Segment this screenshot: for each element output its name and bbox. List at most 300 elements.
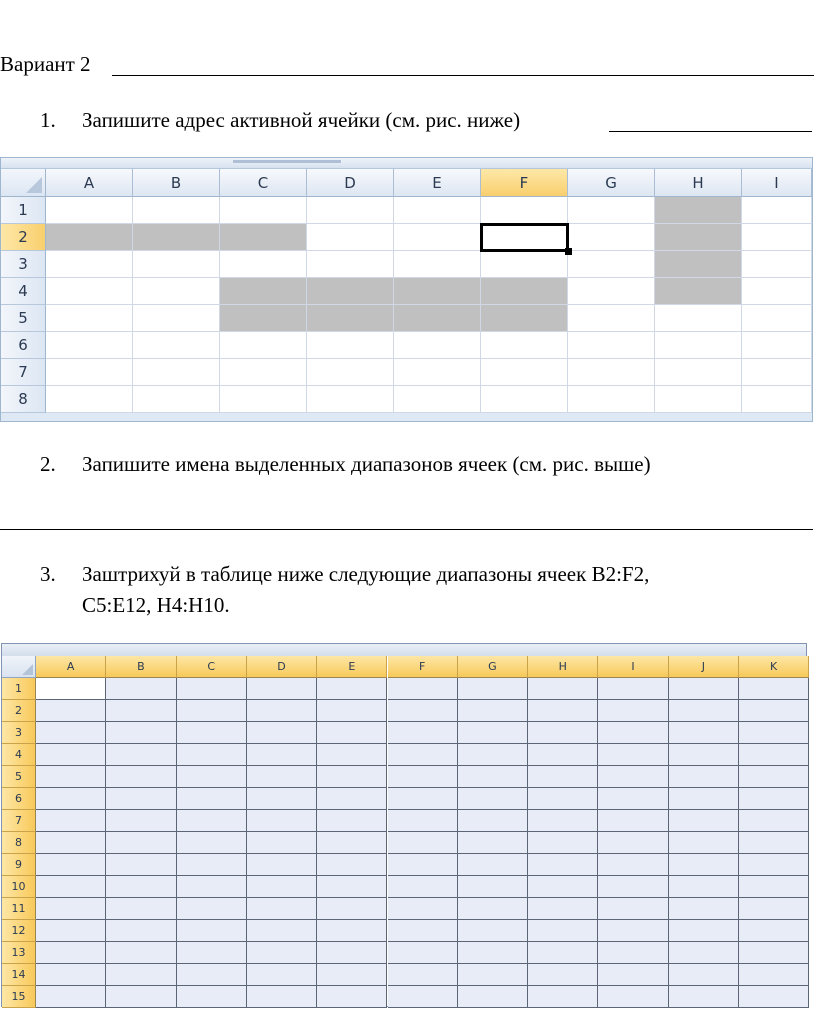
sheet2-cell-c13[interactable] <box>177 942 247 964</box>
sheet2-cell-i5[interactable] <box>598 766 668 788</box>
sheet2-cell-b13[interactable] <box>106 942 176 964</box>
sheet1-cell-f7[interactable] <box>481 359 568 386</box>
sheet1-col-header-i[interactable]: I <box>742 169 812 197</box>
sheet2-col-header-i[interactable]: I <box>598 656 668 678</box>
sheet1-cell-b8[interactable] <box>133 386 220 413</box>
sheet2-cell-h11[interactable] <box>528 898 598 920</box>
sheet1-cell-g2[interactable] <box>568 224 655 251</box>
sheet1-cell-i3[interactable] <box>742 251 812 278</box>
sheet2-cell-g3[interactable] <box>458 722 528 744</box>
sheet1-cell-c4[interactable] <box>220 278 307 305</box>
sheet1-col-header-a[interactable]: A <box>46 169 133 197</box>
sheet2-cell-g9[interactable] <box>458 854 528 876</box>
sheet2-cell-h9[interactable] <box>528 854 598 876</box>
sheet2-cell-b1[interactable] <box>106 678 176 700</box>
sheet2-cell-h2[interactable] <box>528 700 598 722</box>
sheet2-cell-h7[interactable] <box>528 810 598 832</box>
sheet2-cell-k10[interactable] <box>739 876 809 898</box>
sheet1-tab-hint <box>233 160 341 163</box>
sheet2-cell-a6[interactable] <box>36 788 106 810</box>
sheet1-cell-a2[interactable] <box>46 224 133 251</box>
sheet1-cell-d6[interactable] <box>307 332 394 359</box>
sheet2-cell-j3[interactable] <box>669 722 739 744</box>
sheet1-col-header-g[interactable]: G <box>568 169 655 197</box>
sheet2-cell-k13[interactable] <box>739 942 809 964</box>
sheet2-cell-c8[interactable] <box>177 832 247 854</box>
sheet2-cell-d11[interactable] <box>247 898 317 920</box>
sheet2-cell-j7[interactable] <box>669 810 739 832</box>
sheet2-cell-b14[interactable] <box>106 964 176 986</box>
sheet2-cell-f8[interactable] <box>388 832 458 854</box>
sheet2-col-header-h[interactable]: H <box>528 656 598 678</box>
sheet2-cell-b5[interactable] <box>106 766 176 788</box>
sheet2-cell-c5[interactable] <box>177 766 247 788</box>
sheet2-cell-k12[interactable] <box>739 920 809 942</box>
sheet2-cell-e7[interactable] <box>317 810 387 832</box>
sheet2-cell-f6[interactable] <box>388 788 458 810</box>
sheet2-cell-e6[interactable] <box>317 788 387 810</box>
sheet2-col-header-k[interactable]: K <box>739 656 809 678</box>
sheet2-cell-i12[interactable] <box>598 920 668 942</box>
sheet1-cell-e1[interactable] <box>394 197 481 224</box>
sheet2-row-header-3[interactable]: 3 <box>2 722 36 744</box>
sheet2-cell-g7[interactable] <box>458 810 528 832</box>
sheet2-cell-f10[interactable] <box>388 876 458 898</box>
sheet2-cell-k6[interactable] <box>739 788 809 810</box>
sheet1-cell-i2[interactable] <box>742 224 812 251</box>
sheet2-cell-j9[interactable] <box>669 854 739 876</box>
sheet2-cell-i13[interactable] <box>598 942 668 964</box>
sheet2-cell-k11[interactable] <box>739 898 809 920</box>
sheet1-cell-a4[interactable] <box>46 278 133 305</box>
sheet2-select-all-corner[interactable] <box>2 656 36 678</box>
sheet1-cell-h3[interactable] <box>655 251 742 278</box>
sheet2-row-header-15[interactable]: 15 <box>2 986 36 1008</box>
sheet2-cell-e3[interactable] <box>317 722 387 744</box>
sheet1-cell-c8[interactable] <box>220 386 307 413</box>
sheet2-cell-g15[interactable] <box>458 986 528 1008</box>
sheet1-cell-g1[interactable] <box>568 197 655 224</box>
sheet1-cell-f1[interactable] <box>481 197 568 224</box>
task-2-answer-line <box>0 529 813 530</box>
sheet2-cell-a15[interactable] <box>36 986 106 1008</box>
sheet1-col-header-f[interactable]: F <box>481 169 568 197</box>
sheet2-cell-g14[interactable] <box>458 964 528 986</box>
sheet1-cell-c5[interactable] <box>220 305 307 332</box>
sheet2-cell-f11[interactable] <box>388 898 458 920</box>
sheet2-cell-k9[interactable] <box>739 854 809 876</box>
variant-label: Вариант 2 <box>0 52 91 76</box>
sheet1-cell-g7[interactable] <box>568 359 655 386</box>
sheet2-cell-e13[interactable] <box>317 942 387 964</box>
sheet2-cell-h12[interactable] <box>528 920 598 942</box>
sheet2-cell-j10[interactable] <box>669 876 739 898</box>
sheet1-cell-i5[interactable] <box>742 305 812 332</box>
sheet2-cell-d3[interactable] <box>247 722 317 744</box>
sheet2-cell-j14[interactable] <box>669 964 739 986</box>
sheet1-cell-g4[interactable] <box>568 278 655 305</box>
sheet2-cell-c14[interactable] <box>177 964 247 986</box>
sheet2-cell-g4[interactable] <box>458 744 528 766</box>
sheet2-cell-a5[interactable] <box>36 766 106 788</box>
sheet1-cell-g6[interactable] <box>568 332 655 359</box>
sheet2-cell-h15[interactable] <box>528 986 598 1008</box>
sheet2-row-header-11[interactable]: 11 <box>2 898 36 920</box>
sheet1-cell-d4[interactable] <box>307 278 394 305</box>
sheet2-cell-d6[interactable] <box>247 788 317 810</box>
sheet1-cell-d5[interactable] <box>307 305 394 332</box>
sheet2-row-header-1[interactable]: 1 <box>2 678 36 700</box>
sheet2-cell-f7[interactable] <box>388 810 458 832</box>
sheet2-cell-i10[interactable] <box>598 876 668 898</box>
sheet2-cell-e15[interactable] <box>317 986 387 1008</box>
sheet1-cell-d3[interactable] <box>307 251 394 278</box>
sheet1-cell-e8[interactable] <box>394 386 481 413</box>
sheet1-cell-h2[interactable] <box>655 224 742 251</box>
sheet2-cell-i9[interactable] <box>598 854 668 876</box>
sheet2-cell-d7[interactable] <box>247 810 317 832</box>
sheet2-cell-a14[interactable] <box>36 964 106 986</box>
sheet2-cell-d4[interactable] <box>247 744 317 766</box>
sheet1-cell-a7[interactable] <box>46 359 133 386</box>
sheet1-cell-e6[interactable] <box>394 332 481 359</box>
sheet1-col-header-h[interactable]: H <box>655 169 742 197</box>
sheet1-cell-f3[interactable] <box>481 251 568 278</box>
sheet2-cell-a2[interactable] <box>36 700 106 722</box>
sheet2-cell-h4[interactable] <box>528 744 598 766</box>
sheet1-cell-c6[interactable] <box>220 332 307 359</box>
sheet1-cell-b3[interactable] <box>133 251 220 278</box>
sheet1-cell-f8[interactable] <box>481 386 568 413</box>
sheet2-cell-a13[interactable] <box>36 942 106 964</box>
sheet1-cell-a6[interactable] <box>46 332 133 359</box>
sheet2-col-header-d[interactable]: D <box>247 656 317 678</box>
sheet2-cell-f5[interactable] <box>388 766 458 788</box>
sheet1-row-header-1[interactable]: 1 <box>1 197 46 224</box>
sheet1-row-header-2[interactable]: 2 <box>1 224 46 251</box>
sheet2-cell-d2[interactable] <box>247 700 317 722</box>
sheet2-cell-f2[interactable] <box>388 700 458 722</box>
sheet2-cell-g11[interactable] <box>458 898 528 920</box>
sheet1-cell-c1[interactable] <box>220 197 307 224</box>
sheet2-cell-j8[interactable] <box>669 832 739 854</box>
sheet2-cell-i8[interactable] <box>598 832 668 854</box>
sheet2-cell-i11[interactable] <box>598 898 668 920</box>
sheet2-cell-j13[interactable] <box>669 942 739 964</box>
sheet1-cell-c7[interactable] <box>220 359 307 386</box>
sheet1-col-header-d[interactable]: D <box>307 169 394 197</box>
sheet2-cell-j6[interactable] <box>669 788 739 810</box>
sheet2-cell-i2[interactable] <box>598 700 668 722</box>
sheet2-cell-c12[interactable] <box>177 920 247 942</box>
sheet2-cell-d12[interactable] <box>247 920 317 942</box>
sheet2-cell-f14[interactable] <box>388 964 458 986</box>
sheet2-cell-k1[interactable] <box>739 678 809 700</box>
sheet1-cell-i1[interactable] <box>742 197 812 224</box>
sheet2-row-header-8[interactable]: 8 <box>2 832 36 854</box>
sheet2-top-band <box>2 644 806 656</box>
sheet2-cell-g1[interactable] <box>458 678 528 700</box>
sheet2-cell-b2[interactable] <box>106 700 176 722</box>
sheet1-cell-h4[interactable] <box>655 278 742 305</box>
sheet2-cell-g12[interactable] <box>458 920 528 942</box>
sheet2-cell-k15[interactable] <box>739 986 809 1008</box>
sheet1-cell-b5[interactable] <box>133 305 220 332</box>
sheet2-cell-a4[interactable] <box>36 744 106 766</box>
sheet1-cell-f6[interactable] <box>481 332 568 359</box>
sheet1-cell-d8[interactable] <box>307 386 394 413</box>
sheet2-cell-g6[interactable] <box>458 788 528 810</box>
sheet2-cell-e4[interactable] <box>317 744 387 766</box>
sheet2-cell-b7[interactable] <box>106 810 176 832</box>
sheet1-cell-a3[interactable] <box>46 251 133 278</box>
sheet1-cell-e7[interactable] <box>394 359 481 386</box>
sheet2-cell-e12[interactable] <box>317 920 387 942</box>
sheet2-cell-b9[interactable] <box>106 854 176 876</box>
sheet2-col-header-e[interactable]: E <box>317 656 387 678</box>
sheet1-cell-h5[interactable] <box>655 305 742 332</box>
sheet1-fill-handle[interactable] <box>565 248 572 255</box>
sheet2-cell-k14[interactable] <box>739 964 809 986</box>
sheet1-cell-i4[interactable] <box>742 278 812 305</box>
sheet2-cell-d14[interactable] <box>247 964 317 986</box>
sheet2-cell-g8[interactable] <box>458 832 528 854</box>
sheet1-cell-c3[interactable] <box>220 251 307 278</box>
sheet2-cell-d5[interactable] <box>247 766 317 788</box>
sheet2-cell-d8[interactable] <box>247 832 317 854</box>
sheet2-cell-i4[interactable] <box>598 744 668 766</box>
sheet2-cell-h6[interactable] <box>528 788 598 810</box>
sheet2-col-header-f[interactable]: F <box>388 656 458 678</box>
sheet1-top-band <box>1 158 812 169</box>
sheet1-cell-a5[interactable] <box>46 305 133 332</box>
sheet2-row-header-14[interactable]: 14 <box>2 964 36 986</box>
sheet2-cell-i7[interactable] <box>598 810 668 832</box>
sheet2-row-header-2[interactable]: 2 <box>2 700 36 722</box>
sheet2-cell-b8[interactable] <box>106 832 176 854</box>
sheet1-cell-e2[interactable] <box>394 224 481 251</box>
sheet1-cell-h1[interactable] <box>655 197 742 224</box>
variant-answer-line <box>112 75 814 76</box>
sheet1-active-cell-outline[interactable] <box>480 223 569 252</box>
sheet2-cell-c6[interactable] <box>177 788 247 810</box>
sheet2-cell-h13[interactable] <box>528 942 598 964</box>
task-2-number: 2. <box>40 452 56 476</box>
sheet2-cell-h10[interactable] <box>528 876 598 898</box>
sheet2-cell-h1[interactable] <box>528 678 598 700</box>
sheet1-cell-g3[interactable] <box>568 251 655 278</box>
sheet1-cell-d7[interactable] <box>307 359 394 386</box>
sheet2-row-header-13[interactable]: 13 <box>2 942 36 964</box>
sheet1-cell-i8[interactable] <box>742 386 812 413</box>
sheet2-row-header-9[interactable]: 9 <box>2 854 36 876</box>
sheet2-cell-e9[interactable] <box>317 854 387 876</box>
sheet2-cell-i6[interactable] <box>598 788 668 810</box>
sheet2-cell-e10[interactable] <box>317 876 387 898</box>
sheet2-cell-f3[interactable] <box>388 722 458 744</box>
sheet1-cell-b4[interactable] <box>133 278 220 305</box>
sheet2-cell-i1[interactable] <box>598 678 668 700</box>
sheet2-cell-j4[interactable] <box>669 744 739 766</box>
sheet2-cell-h3[interactable] <box>528 722 598 744</box>
sheet1-cell-h6[interactable] <box>655 332 742 359</box>
sheet2-cell-b11[interactable] <box>106 898 176 920</box>
sheet2-cell-g10[interactable] <box>458 876 528 898</box>
sheet2-col-header-j[interactable]: J <box>669 656 739 678</box>
sheet2-row-header-4[interactable]: 4 <box>2 744 36 766</box>
sheet2-cell-c9[interactable] <box>177 854 247 876</box>
sheet2-cell-c1[interactable] <box>177 678 247 700</box>
sheet2-cell-g2[interactable] <box>458 700 528 722</box>
sheet2-cell-e1[interactable] <box>317 678 387 700</box>
sheet2-row-header-12[interactable]: 12 <box>2 920 36 942</box>
sheet2-col-header-g[interactable]: G <box>458 656 528 678</box>
sheet2-row-header-10[interactable]: 10 <box>2 876 36 898</box>
sheet2-cell-a7[interactable] <box>36 810 106 832</box>
sheet2-cell-a3[interactable] <box>36 722 106 744</box>
sheet1-cell-e4[interactable] <box>394 278 481 305</box>
sheet2-row-header-6[interactable]: 6 <box>2 788 36 810</box>
spreadsheet-figure-1 <box>0 157 813 422</box>
select-all-triangle-icon <box>22 664 33 675</box>
sheet2-cell-j15[interactable] <box>669 986 739 1008</box>
sheet2-cell-b15[interactable] <box>106 986 176 1008</box>
sheet1-row-header-6[interactable]: 6 <box>1 332 46 359</box>
sheet2-cell-d9[interactable] <box>247 854 317 876</box>
sheet1-select-all-corner[interactable] <box>1 169 46 197</box>
sheet2-cell-c7[interactable] <box>177 810 247 832</box>
sheet2-cell-b12[interactable] <box>106 920 176 942</box>
sheet2-cell-a1[interactable] <box>36 678 106 700</box>
sheet2-cell-k5[interactable] <box>739 766 809 788</box>
sheet1-cell-b7[interactable] <box>133 359 220 386</box>
sheet2-cell-a8[interactable] <box>36 832 106 854</box>
sheet2-cell-e2[interactable] <box>317 700 387 722</box>
sheet1-col-header-e[interactable]: E <box>394 169 481 197</box>
sheet1-cell-d1[interactable] <box>307 197 394 224</box>
sheet2-row-header-5[interactable]: 5 <box>2 766 36 788</box>
task-1-answer-line <box>609 131 812 132</box>
sheet1-cell-d2[interactable] <box>307 224 394 251</box>
sheet2-cell-f1[interactable] <box>388 678 458 700</box>
sheet2-cell-a10[interactable] <box>36 876 106 898</box>
sheet1-row-header-4[interactable]: 4 <box>1 278 46 305</box>
sheet1-cell-b2[interactable] <box>133 224 220 251</box>
task-2-text: Запишите имена выделенных диапазонов ячеек (см. рис. выше) <box>82 452 651 476</box>
sheet1-cell-i7[interactable] <box>742 359 812 386</box>
sheet2-cell-b6[interactable] <box>106 788 176 810</box>
sheet2-cell-i15[interactable] <box>598 986 668 1008</box>
sheet2-cell-c10[interactable] <box>177 876 247 898</box>
sheet2-cell-j1[interactable] <box>669 678 739 700</box>
sheet2-cell-e8[interactable] <box>317 832 387 854</box>
sheet2-cell-d1[interactable] <box>247 678 317 700</box>
sheet2-cell-c4[interactable] <box>177 744 247 766</box>
sheet2-cell-g13[interactable] <box>458 942 528 964</box>
sheet2-cell-k4[interactable] <box>739 744 809 766</box>
task-1-text: Запишите адрес активной ячейки (см. рис. ниже) <box>82 108 521 132</box>
sheet1-cell-f4[interactable] <box>481 278 568 305</box>
sheet2-cell-e11[interactable] <box>317 898 387 920</box>
sheet1-cell-b1[interactable] <box>133 197 220 224</box>
sheet1-cell-a1[interactable] <box>46 197 133 224</box>
sheet2-cell-j12[interactable] <box>669 920 739 942</box>
sheet2-cell-d10[interactable] <box>247 876 317 898</box>
task-3-text-line2: C5:E12, H4:H10. <box>82 593 230 617</box>
sheet2-cell-c3[interactable] <box>177 722 247 744</box>
sheet2-cell-k3[interactable] <box>739 722 809 744</box>
sheet2-cell-b10[interactable] <box>106 876 176 898</box>
sheet1-row-header-7[interactable]: 7 <box>1 359 46 386</box>
sheet2-cell-c15[interactable] <box>177 986 247 1008</box>
sheet2-cell-f12[interactable] <box>388 920 458 942</box>
sheet1-cell-b6[interactable] <box>133 332 220 359</box>
sheet1-cell-e5[interactable] <box>394 305 481 332</box>
sheet1-cell-a8[interactable] <box>46 386 133 413</box>
sheet2-cell-d13[interactable] <box>247 942 317 964</box>
sheet2-cell-a11[interactable] <box>36 898 106 920</box>
sheet2-cell-j2[interactable] <box>669 700 739 722</box>
sheet1-cell-h7[interactable] <box>655 359 742 386</box>
sheet2-cell-a12[interactable] <box>36 920 106 942</box>
sheet2-cell-f13[interactable] <box>388 942 458 964</box>
sheet1-row-header-8[interactable]: 8 <box>1 386 46 413</box>
sheet2-cell-e5[interactable] <box>317 766 387 788</box>
sheet2-cell-h8[interactable] <box>528 832 598 854</box>
spreadsheet-figure-2 <box>1 643 807 1007</box>
sheet2-cell-h5[interactable] <box>528 766 598 788</box>
sheet2-cell-g5[interactable] <box>458 766 528 788</box>
sheet2-col-header-c[interactable]: C <box>177 656 247 678</box>
sheet1-cell-i6[interactable] <box>742 332 812 359</box>
task-1-number: 1. <box>40 108 56 132</box>
sheet2-cell-k8[interactable] <box>739 832 809 854</box>
sheet1-cell-g8[interactable] <box>568 386 655 413</box>
sheet1-row-header-5[interactable]: 5 <box>1 305 46 332</box>
sheet2-col-header-b[interactable]: B <box>106 656 176 678</box>
sheet2-cell-b3[interactable] <box>106 722 176 744</box>
sheet1-cell-g5[interactable] <box>568 305 655 332</box>
sheet2-cell-h14[interactable] <box>528 964 598 986</box>
sheet2-cell-f15[interactable] <box>388 986 458 1008</box>
sheet2-cell-i3[interactable] <box>598 722 668 744</box>
sheet1-row-header-3[interactable]: 3 <box>1 251 46 278</box>
sheet2-cell-f9[interactable] <box>388 854 458 876</box>
sheet2-cell-b4[interactable] <box>106 744 176 766</box>
sheet2-cell-c2[interactable] <box>177 700 247 722</box>
select-all-triangle-icon <box>26 177 42 193</box>
sheet2-row-header-7[interactable]: 7 <box>2 810 36 832</box>
sheet1-cell-c2[interactable] <box>220 224 307 251</box>
sheet2-cell-k2[interactable] <box>739 700 809 722</box>
sheet2-cell-f4[interactable] <box>388 744 458 766</box>
sheet2-cell-j5[interactable] <box>669 766 739 788</box>
sheet2-cell-i14[interactable] <box>598 964 668 986</box>
sheet1-cell-h8[interactable] <box>655 386 742 413</box>
sheet1-col-header-b[interactable]: B <box>133 169 220 197</box>
sheet2-col-header-a[interactable]: A <box>36 656 106 678</box>
sheet2-cell-e14[interactable] <box>317 964 387 986</box>
sheet1-cell-e3[interactable] <box>394 251 481 278</box>
sheet2-cell-a9[interactable] <box>36 854 106 876</box>
sheet1-cell-f5[interactable] <box>481 305 568 332</box>
sheet2-cell-j11[interactable] <box>669 898 739 920</box>
task-3-text-line1: Заштрихуй в таблице ниже следующие диапазоны ячеек B2:F2, <box>82 562 650 586</box>
sheet2-cell-c11[interactable] <box>177 898 247 920</box>
sheet2-cell-d15[interactable] <box>247 986 317 1008</box>
sheet2-cell-k7[interactable] <box>739 810 809 832</box>
sheet1-col-header-c[interactable]: C <box>220 169 307 197</box>
